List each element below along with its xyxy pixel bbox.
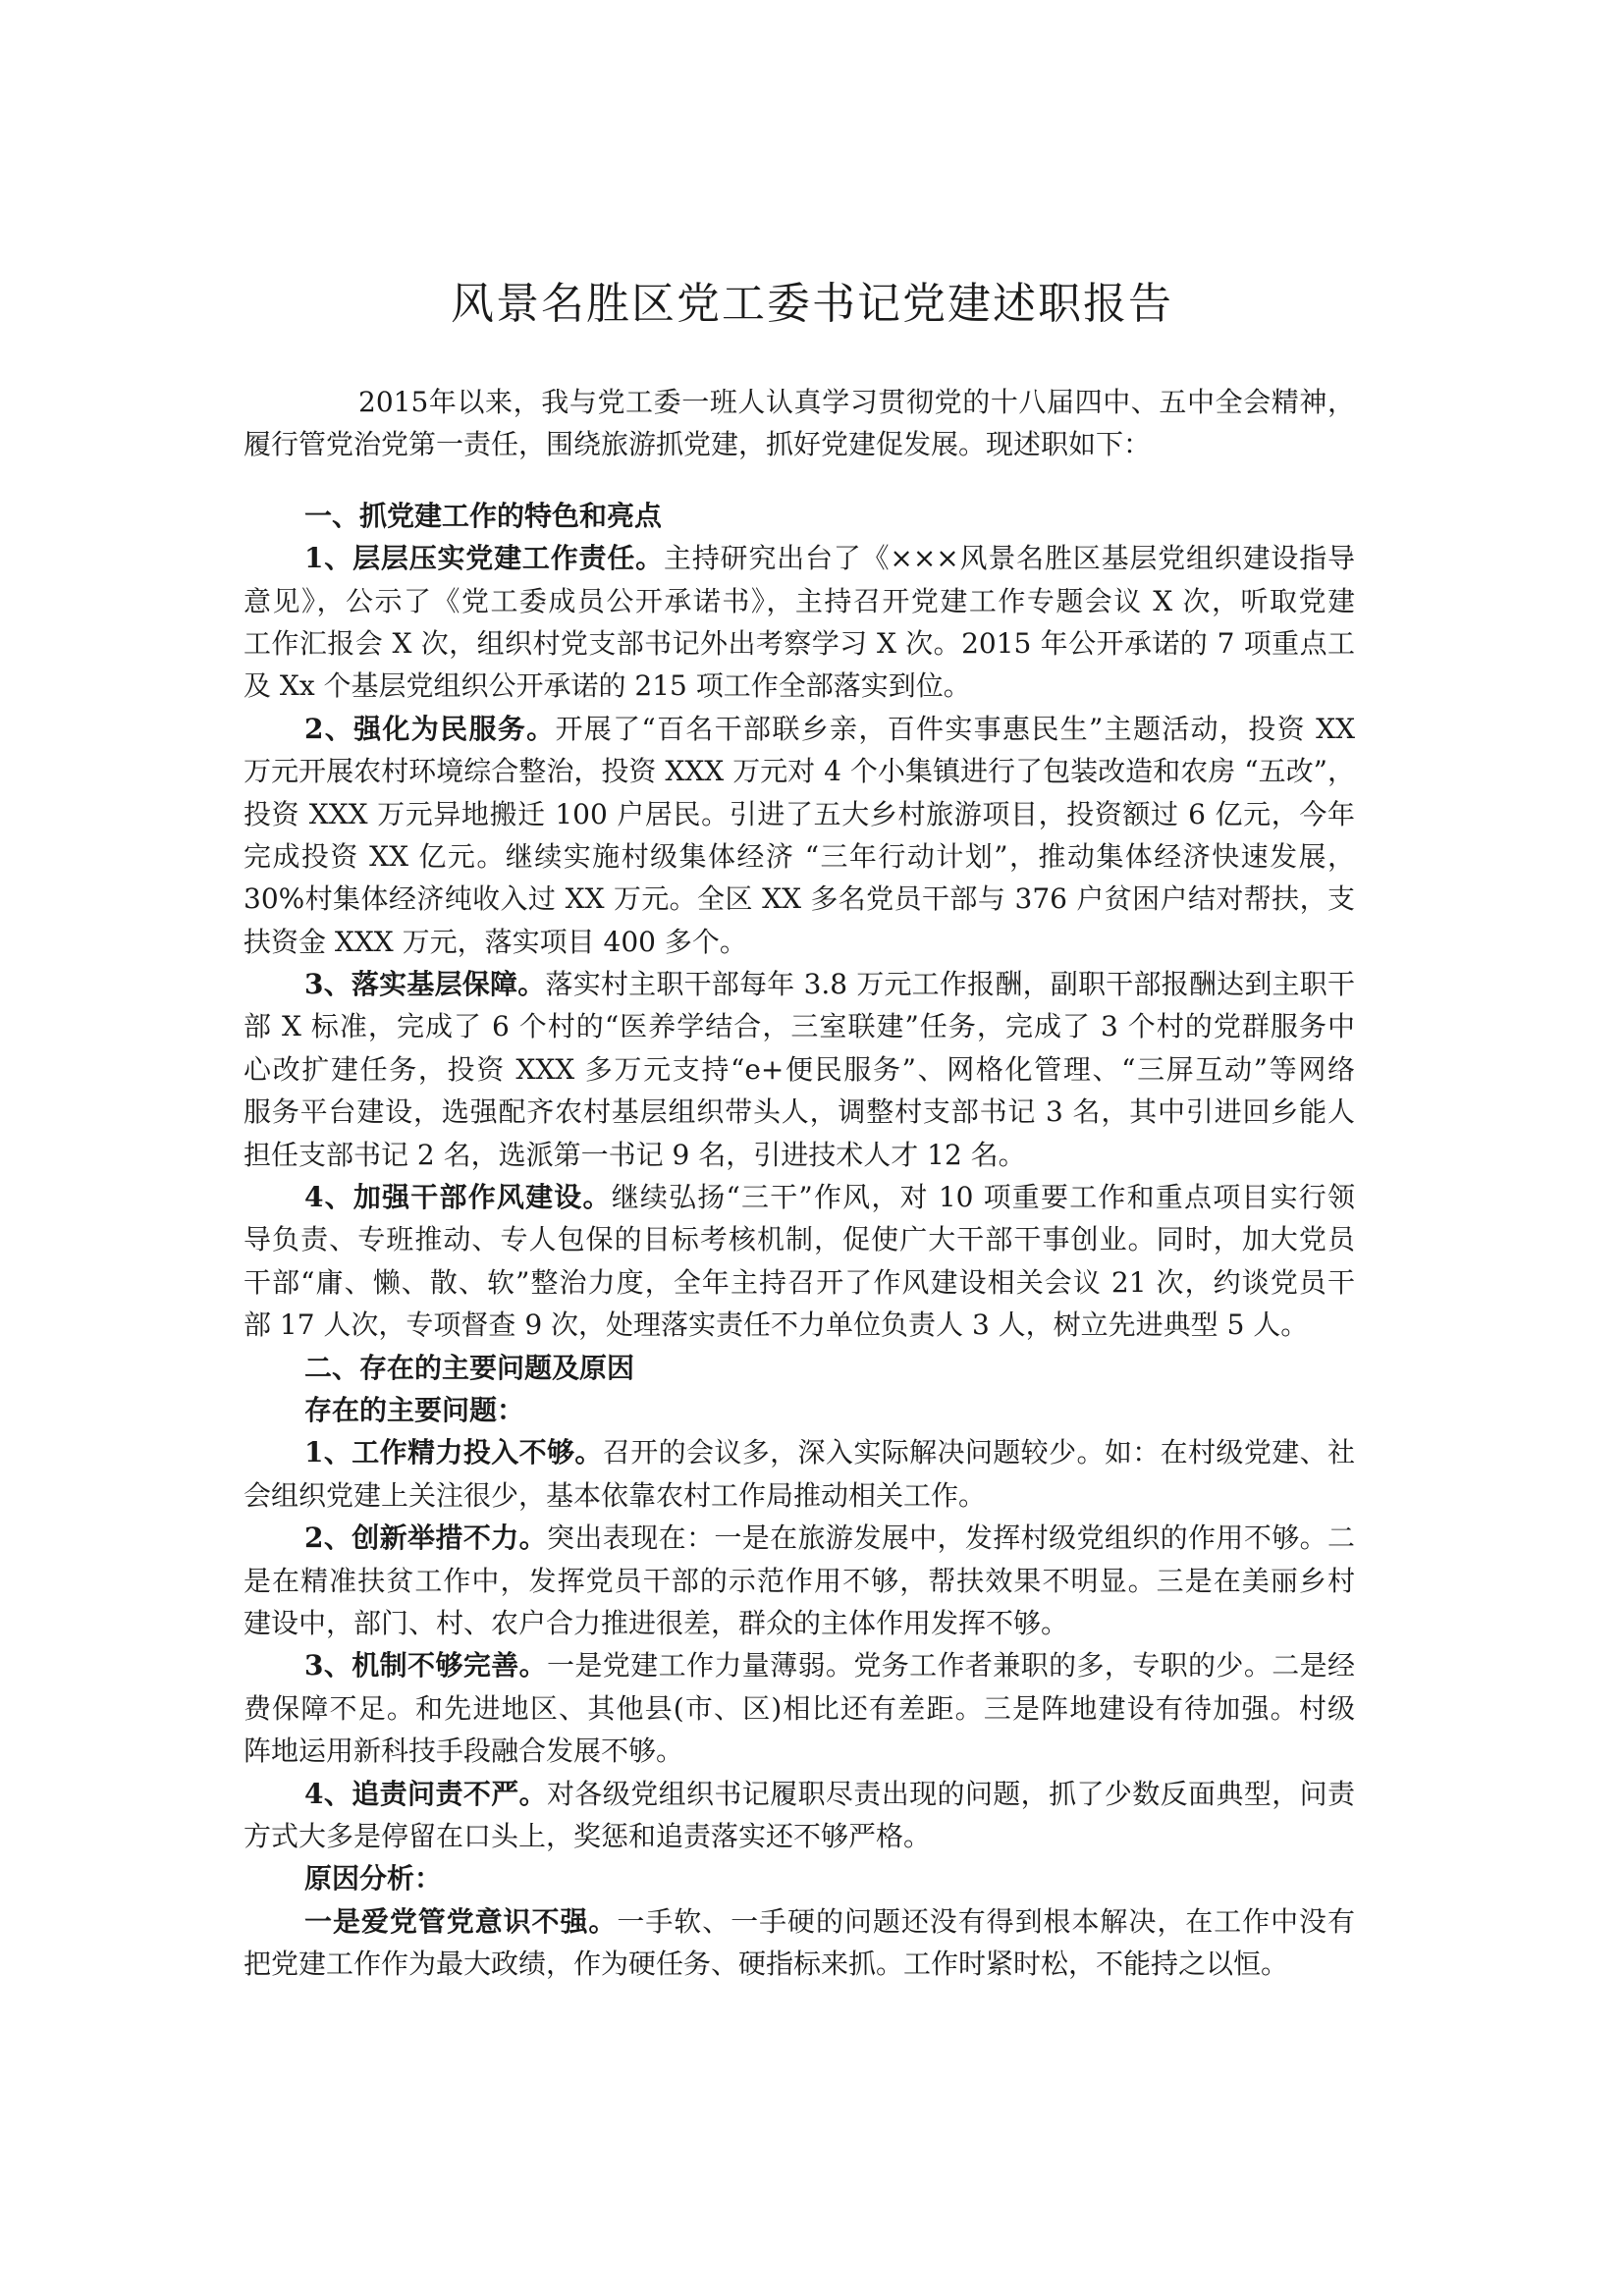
paragraph-line: 建设中，部门、村、农户合力推进很差，群众的主体作用发挥不够。 — [244, 1606, 1069, 1639]
paragraph-line — [244, 1773, 1355, 1815]
paragraph-line: 费保障不足。和先进地区、其他县(市、区)相比还有差距。三是阵地建设有待加强。村级 — [244, 1691, 1355, 1725]
paragraph-line: 导负责、专班推动、专人包保的目标考核机制，促使广大干部干事创业。同时，加大党员 — [244, 1223, 1355, 1256]
paragraph-lead: 2、创新举措不力。 — [304, 1522, 548, 1555]
section-heading: 一、抓党建工作的特色和亮点 — [304, 499, 663, 532]
paragraph-line: 会组织党建上关注很少，基本依靠农村工作局推动相关工作。 — [244, 1478, 987, 1512]
paragraph-line: 服务平台建设，选强配齐农村基层组织带头人，调整村支部书记 3 名，其中引进回乡能人 — [244, 1095, 1355, 1129]
paragraph-text: 一是党建工作力量薄弱。党务工作者兼职的多，专职的少。二是经 — [547, 1649, 1355, 1682]
paragraph-line: 意见》，公示了《党工委成员公开承诺书》，主持召开党建工作专题会议 X 次，听取党建 — [244, 584, 1355, 617]
paragraph-lead: 3、机制不够完善。 — [304, 1649, 548, 1682]
paragraph-lead: 4、追责问责不严。 — [304, 1777, 548, 1810]
paragraph-text: 落实村主职干部每年 3.8 万元工作报酬，副职干部报酬达到主职干 — [545, 968, 1355, 1001]
paragraph-line: 完成投资 XX 亿元。继续实施村级集体经济 “三年行动计划”，推动集体经济快速发展， — [244, 839, 1355, 873]
intro-line: 2015年以来，我与党工委一班人认真学习贯彻党的十八届四中、五中全会精神， — [358, 386, 1355, 418]
spacer — [244, 466, 1355, 495]
document-title: 风景名胜区党工委书记党建述职报告 — [451, 279, 1173, 329]
paragraph-text: 对各级党组织书记履职尽责出现的问题，抓了少数反面典型，问责 — [547, 1777, 1355, 1810]
section-heading: 二、存在的主要问题及原因 — [304, 1351, 635, 1384]
paragraph-line: 担任支部书记 2 名，选派第一书记 9 名，引进技术人才 12 名。 — [244, 1138, 1026, 1171]
paragraph-text: 主持研究出台了《×××风景名胜区基层党组织建设指导 — [663, 542, 1355, 575]
paragraph-text: 突出表现在：一是在旅游发展中，发挥村级党组织的作用不够。二 — [547, 1522, 1355, 1555]
paragraph-lead: 1、层层压实党建工作责任。 — [304, 542, 664, 575]
paragraph-text: 一手软、一手硬的问题还没有得到根本解决，在工作中没有 — [617, 1904, 1355, 1938]
subheading: 存在的主要问题： — [304, 1393, 525, 1426]
paragraph-line: 干部“庸、懒、散、软”整治力度，全年主持召开了作风建设相关会议 21 次，约谈党员干 — [244, 1265, 1355, 1299]
paragraph-text: 召开的会议多，深入实际解决问题较少。如：在村级党建、社 — [602, 1436, 1355, 1469]
paragraph-line: 阵地运用新科技手段融合发展不够。 — [244, 1735, 684, 1768]
paragraph-line: 心改扩建任务，投资 XXX 多万元支持“e+便民服务”、网格化管理、“三屏互动”等网络 — [244, 1052, 1355, 1086]
paragraph-line: 及 Xx 个基层党组织公开承诺的 215 项工作全部落实到位。 — [244, 669, 971, 703]
paragraph-line: 部 17 人次，专项督查 9 次，处理落实责任不力单位负责人 3 人，树立先进典型 5 人。 — [244, 1308, 1309, 1342]
paragraph-line: 工作汇报会 X 次，组织村党支部书记外出考察学习 X 次。2015 年公开承诺的 7 项重点工 — [244, 626, 1355, 660]
paragraph-line: 投资 XXX 万元异地搬迁 100 户居民。引进了五大乡村旅游项目，投资额过 6 亿元，今年 — [244, 797, 1355, 830]
paragraph-line: 扶资金 XXX 万元，落实项目 400 多个。 — [244, 925, 747, 958]
paragraph-line — [244, 1517, 1355, 1559]
paragraph-lead: 1、工作精力投入不够。 — [304, 1436, 603, 1469]
sections — [244, 495, 1355, 1986]
paragraph-line: 方式大多是停留在口头上，奖惩和追责落实还不够严格。 — [244, 1819, 932, 1852]
paragraph-line: 30%村集体经济纯收入过 XX 万元。全区 XX 多名党员干部与 376 户贫困户结对帮扶，支 — [244, 882, 1355, 916]
paragraph-lead: 4、加强干部作风建设。 — [304, 1181, 612, 1214]
paragraph-line — [244, 1176, 1355, 1218]
paragraph-lead: 一是爱党管党意识不强。 — [304, 1904, 618, 1938]
paragraph-line — [244, 1900, 1355, 1943]
subheading: 原因分析： — [304, 1862, 443, 1896]
paragraph-lead: 2、强化为民服务。 — [304, 712, 556, 745]
paragraph-line — [244, 963, 1355, 1005]
paragraph-line: 部 X 标准，完成了 6 个村的“医养学结合，三室联建”任务，完成了 3 个村的党群服务中 — [244, 1010, 1355, 1043]
document-body — [244, 381, 1355, 1985]
intro-line: 履行管党治党第一责任，围绕旅游抓党建，抓好党建促发展。现述职如下： — [244, 428, 1152, 461]
paragraph-line — [244, 708, 1355, 750]
paragraph-line: 是在精准扶贫工作中，发挥党员干部的示范作用不够，帮扶效果不明显。三是在美丽乡村 — [244, 1564, 1355, 1597]
paragraph-text: 开展了“百名干部联乡亲，百件实事惠民生”主题活动，投资 XX — [555, 712, 1355, 745]
paragraph-line — [244, 1431, 1355, 1473]
paragraph-line — [244, 537, 1355, 579]
paragraph-line: 把党建工作作为最大政绩，作为硬任务、硬指标来抓。工作时紧时松，不能持之以恒。 — [244, 1948, 1289, 1981]
paragraph-text: 继续弘扬“三干”作风，对 10 项重要工作和重点项目实行领 — [611, 1181, 1355, 1214]
paragraph-lead: 3、落实基层保障。 — [304, 968, 546, 1001]
paragraph-line: 万元开展农村环境综合整治，投资 XXX 万元对 4 个小集镇进行了包装改造和农房 “五改”， — [244, 755, 1355, 788]
paragraph-line — [244, 1644, 1355, 1686]
